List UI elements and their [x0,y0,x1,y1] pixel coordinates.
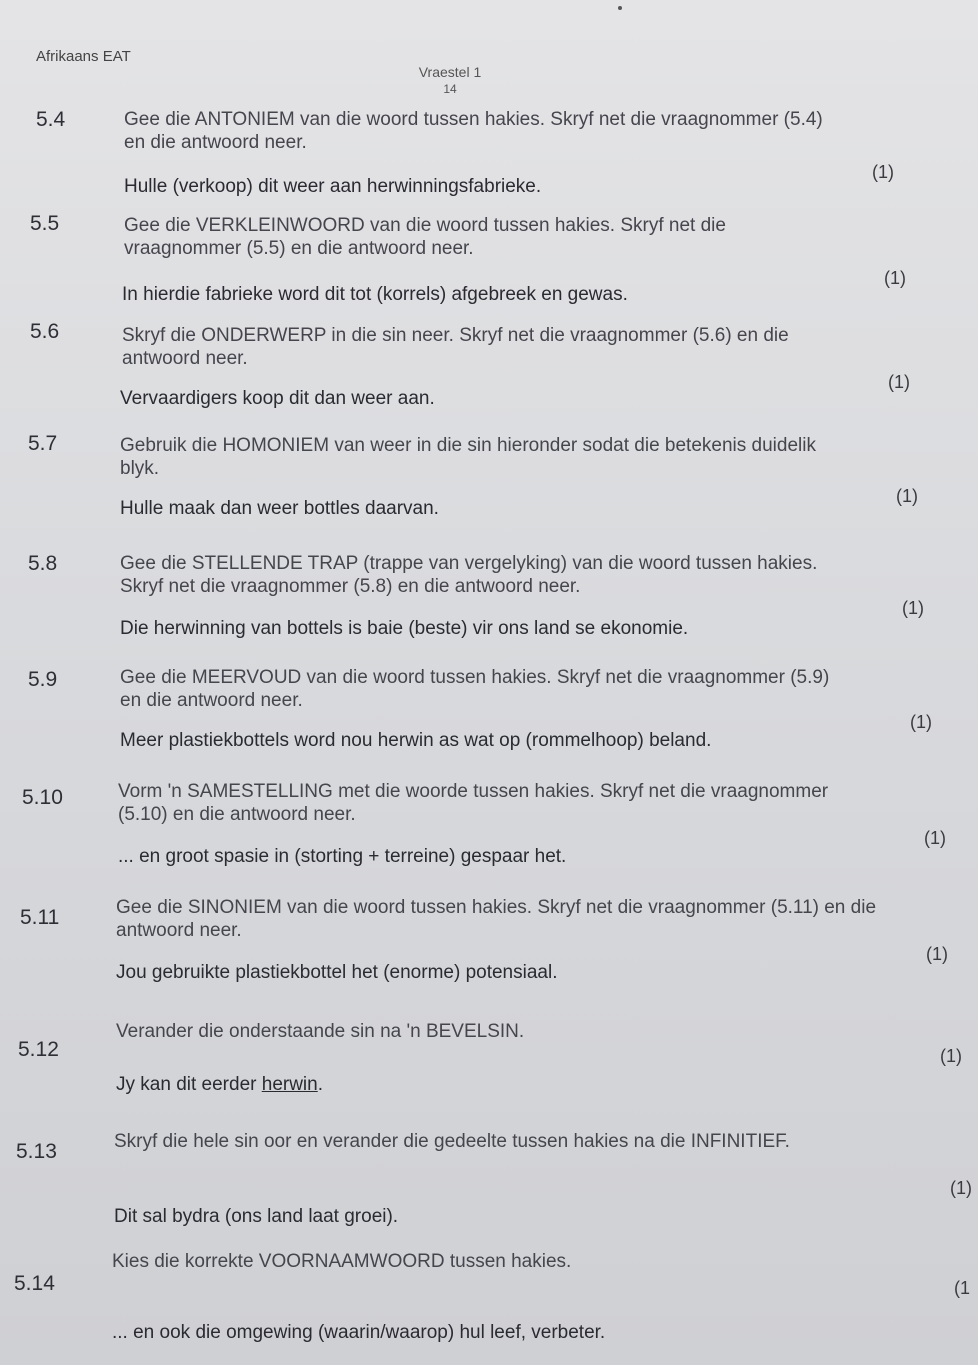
question-marks: (1) [872,162,894,182]
question-number: 5.6 [30,320,60,343]
paper-speck [618,6,622,10]
question-instruction: Verander die onderstaande sin na 'n BEVELSIN. [116,1021,525,1042]
sentence-end: . [317,1074,324,1095]
subject-label: Afrikaans EAT [36,48,131,65]
question-sentence: Meer plastiekbottels word nou herwin as wat op (rommelhoop) beland. [120,730,712,751]
question-instruction: Gee die SINONIEM van die woord tussen hakies. Skryf net die vraagnommer (5.11) en die antwoord neer. [116,897,877,941]
question-sentence: Dit sal bydra (ons land laat groei). [114,1206,399,1227]
question-number: 5.10 [22,786,63,809]
question-marks: (1) [910,712,932,732]
question-instruction: Skryf die ONDERWERP in die sin neer. Skryf net die vraagnommer (5.6) en die antwoord neer. [122,325,789,369]
question-number: 5.11 [20,906,60,929]
question-marks: (1) [940,1046,962,1066]
question-marks: (1) [884,268,906,288]
question-number: 5.5 [30,212,60,235]
question-marks: (1) [924,828,946,848]
question-number: 5.8 [28,552,58,575]
underlined-word: herwin [261,1074,318,1095]
paper-label: Vraestel 1 [418,64,482,80]
question-sentence: Vervaardigers koop dit dan weer aan. [120,388,435,409]
question-instruction: Gee die STELLENDE TRAP (trappe van vergelyking) van die woord tussen hakies. Skryf net die vraagnommer (5.8) en die antwoord neer. [120,553,818,597]
question-instruction: Gee die MEERVOUD van die woord tussen hakies. Skryf net die vraagnommer (5.9) en die antwoord neer. [120,667,830,711]
question-sentence: ... en groot spasie in (storting + terreine) gespaar het. [118,846,567,867]
question-instruction: Gee die VERKLEINWOORD van die woord tussen hakies. Skryf net die vraagnommer (5.5) en die antwoord neer. [124,215,726,259]
question-sentence: In hierdie fabrieke word dit tot (korrels) afgebreek en gewas. [122,284,628,305]
page-number: 14 [443,82,457,96]
question-number: 5.4 [36,108,66,131]
question-sentence: Hulle maak dan weer bottles daarvan. [120,498,439,519]
question-marks: (1 [954,1278,971,1298]
question-sentence: Die herwinning van bottels is baie (beste) vir ons land se ekonomie. [120,618,689,639]
question-number: 5.14 [14,1272,55,1295]
sentence-start: Jy kan dit eerder [116,1074,262,1095]
question-number: 5.7 [28,432,58,455]
question-instruction: Gee die ANTONIEM van die woord tussen hakies. Skryf net die vraagnommer (5.4) en die antwoord neer. [124,109,823,153]
question-sentence: Jou gebruikte plastiekbottel het (enorme) potensiaal. [116,962,558,983]
question-instruction: Kies die korrekte VOORNAAMWOORD tussen hakies. [112,1251,572,1272]
question-sentence: Hulle (verkoop) dit weer aan herwinningsfabrieke. [124,176,542,197]
question-number: 5.12 [18,1038,59,1061]
question-marks: (1) [950,1178,972,1198]
question-marks: (1) [896,486,918,506]
question-instruction: Gebruik die HOMONIEM van weer in die sin hieronder sodat die betekenis duidelik blyk. [120,435,816,479]
question-marks: (1) [902,598,924,618]
question-instruction: Vorm 'n SAMESTELLING met die woorde tussen hakies. Skryf net die vraagnommer (5.10) en die antwoord neer. [118,781,829,825]
question-instruction: Skryf die hele sin oor en verander die gedeelte tussen hakies na die INFINITIEF. [114,1131,790,1152]
question-sentence: ... en ook die omgewing (waarin/waarop) hul leef, verbeter. [112,1322,606,1343]
question-sentence [116,1074,323,1096]
question-number: 5.13 [16,1140,57,1163]
question-number: 5.9 [28,668,58,691]
question-marks: (1) [926,944,948,964]
question-marks: (1) [888,372,910,392]
